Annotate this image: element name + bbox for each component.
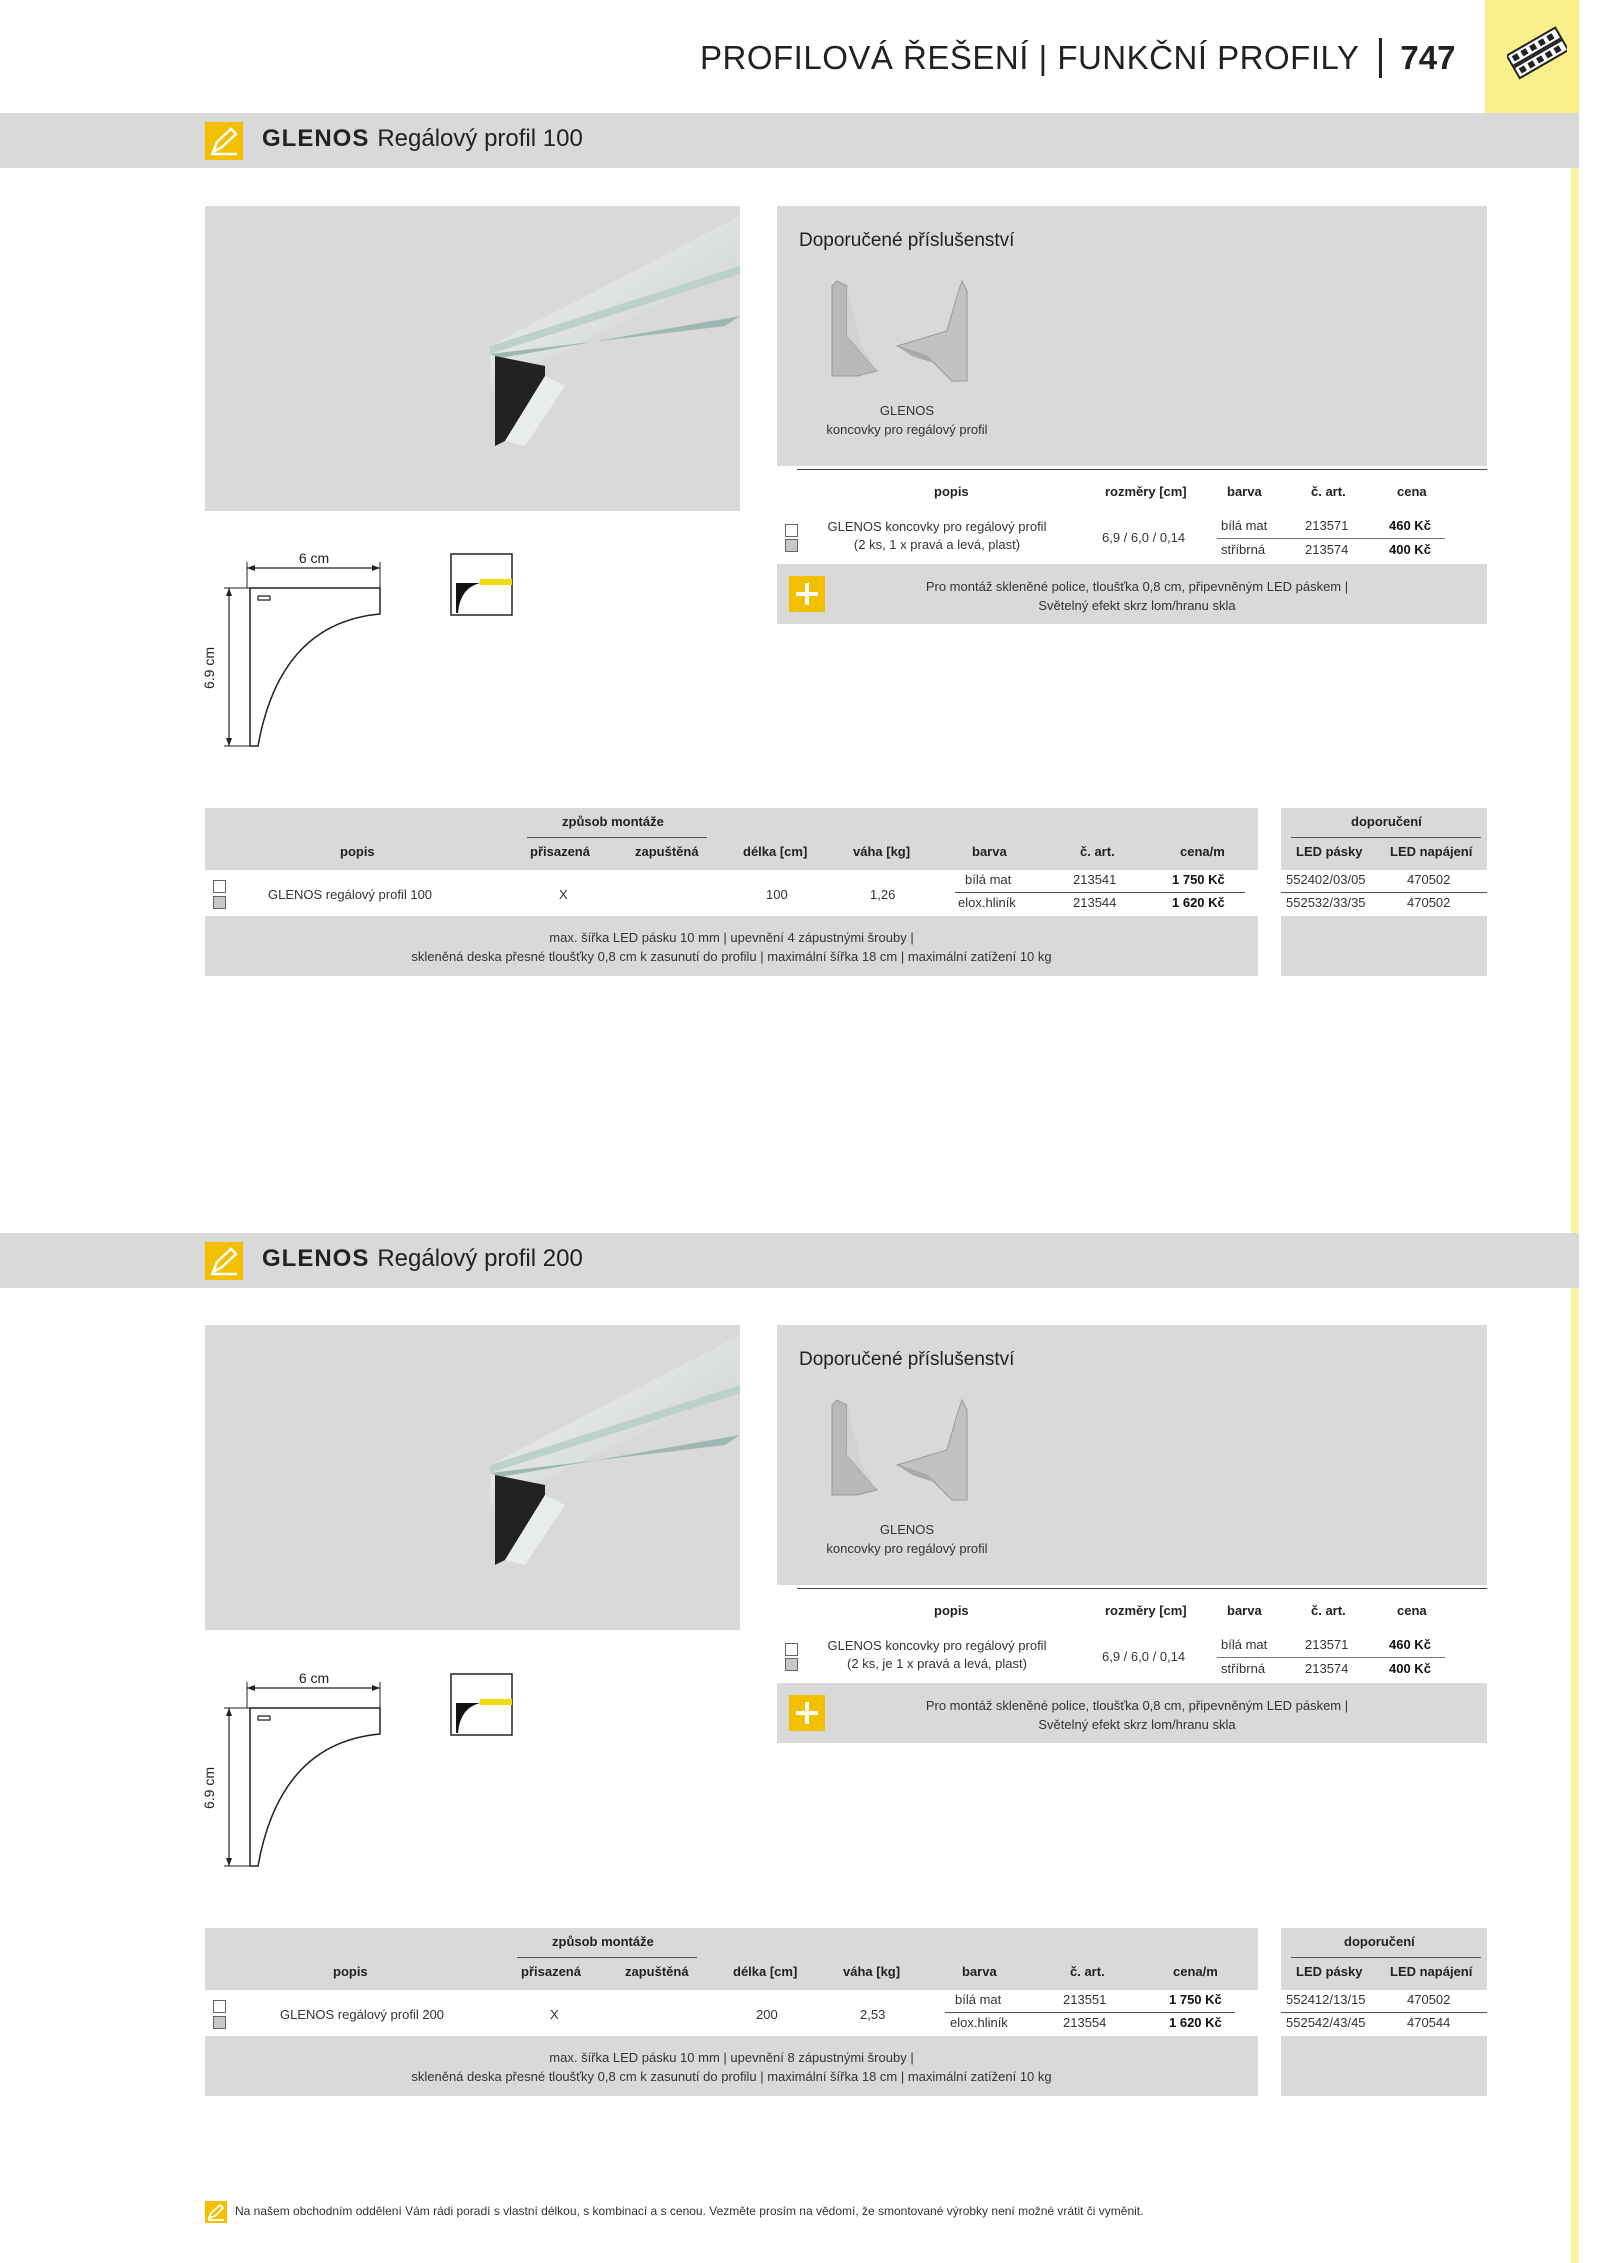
header-vaha: váha [kg]: [843, 1964, 901, 1979]
row-divider: [945, 2012, 1235, 2013]
select-checkbox-elox[interactable]: [213, 896, 226, 909]
mounting-group-header: způsob montáže: [552, 1934, 654, 1949]
page-title: PROFILOVÁ ŘEŠENÍ | FUNKČNÍ PROFILY: [700, 39, 1360, 76]
row-cart: 213574: [1305, 1661, 1349, 1676]
table-body: [205, 1990, 1258, 2036]
recommended-header: [1281, 1928, 1487, 1990]
recommended-footer: [1281, 916, 1487, 976]
product-photo: [205, 1325, 740, 1630]
row-barva: bílá mat: [955, 1992, 1002, 2007]
note-line: max. šířka LED pásku 10 mm | upevnění 8 zápustnými šrouby |: [549, 2050, 914, 2065]
caption-text: koncovky pro regálový profil: [826, 422, 988, 437]
group-rule: [1291, 1957, 1481, 1958]
side-color-strip: [1571, 0, 1579, 2263]
end-cap-image: [817, 276, 1007, 386]
header-barva: barva: [1227, 484, 1262, 499]
led-strip-icon: [1507, 22, 1567, 82]
table-note: [205, 2048, 1258, 2086]
header-cart: č. art.: [1080, 844, 1115, 859]
note-line: Pro montáž skleněné police, tloušťka 0,8 cm, připevněným LED páskem |: [925, 1698, 1349, 1713]
height-dimension-label: 6.9 cm: [201, 1766, 217, 1810]
row-divider: [1281, 2012, 1487, 2013]
row-cena: 400 Kč: [1389, 542, 1431, 557]
pencil-icon: [205, 2201, 227, 2223]
light-effect-icon: [450, 1673, 513, 1736]
recommended-body: [1281, 1990, 1487, 2036]
note-text: [857, 1696, 1417, 1734]
accessory-dimensions: 6,9 / 6,0 / 0,14: [1102, 1649, 1186, 1664]
accessory-description-2: (2 ks, 1 x pravá a levá, plast): [853, 537, 1021, 552]
note-line: Světelný efekt skrz lom/hranu skla: [1038, 1717, 1236, 1732]
profile-cross-section-drawing: [200, 1668, 400, 1868]
accessories-title: Doporučené příslušenství: [799, 230, 1015, 251]
caption-brand: GLENOS: [879, 403, 935, 418]
page-header: [700, 38, 1455, 78]
header-cart: č. art.: [1311, 484, 1346, 499]
header-cena: cena: [1397, 484, 1427, 499]
select-checkbox-white[interactable]: [213, 2000, 226, 2013]
table-rule: [797, 1588, 1487, 1589]
row-divider: [1281, 892, 1487, 893]
header-popis: popis: [934, 484, 969, 499]
row-divider: [1217, 538, 1445, 539]
header-popis: popis: [934, 1603, 969, 1618]
plus-icon: [789, 576, 825, 612]
table-footer: [205, 2036, 1258, 2096]
accessories-table: [777, 466, 1487, 564]
accessory-dimensions: 6,9 / 6,0 / 0,14: [1102, 530, 1186, 545]
section-title: [262, 1245, 583, 1273]
row-barva: stříbrná: [1221, 542, 1266, 557]
select-checkbox-elox[interactable]: [213, 2016, 226, 2029]
recommended-footer: [1281, 2036, 1487, 2096]
row-cart: 213571: [1305, 518, 1349, 533]
header-barva: barva: [972, 844, 1007, 859]
header-zapustena: zapuštěná: [635, 844, 699, 859]
row-cart: 213544: [1073, 895, 1117, 910]
select-checkbox-silver[interactable]: [785, 1658, 798, 1671]
header-prisazena: přisazená: [530, 844, 590, 859]
recommended-title: doporučení: [1351, 814, 1422, 829]
accessory-caption: [797, 1520, 1017, 1558]
weight-value: 2,53: [860, 2007, 886, 2022]
row-barva: elox.hliník: [950, 2015, 1008, 2030]
section-bar-profile-100: [0, 113, 1579, 168]
led-strip-code: 552532/33/35: [1286, 895, 1366, 910]
select-checkbox-white[interactable]: [785, 1643, 798, 1656]
header-prisazena: přisazená: [521, 1964, 581, 1979]
row-cart: 213574: [1305, 542, 1349, 557]
width-dimension-label: 6 cm: [298, 550, 330, 566]
product-name: Regálový profil 100: [377, 125, 583, 152]
weight-value: 1,26: [870, 887, 896, 902]
row-barva: stříbrná: [1221, 1661, 1266, 1676]
header-led-psu: LED napájení: [1390, 1964, 1473, 1979]
brand-name: GLENOS: [262, 1245, 370, 1272]
row-cena: 460 Kč: [1389, 1637, 1431, 1652]
row-barva: bílá mat: [965, 872, 1012, 887]
length-value: 100: [766, 887, 788, 902]
note-text: [857, 577, 1417, 615]
table-note: [205, 928, 1258, 966]
page-number: 747: [1400, 39, 1456, 76]
pencil-icon: [205, 122, 243, 160]
end-cap-image: [817, 1395, 1007, 1505]
recommended-body: [1281, 870, 1487, 916]
header-led-psu: LED napájení: [1390, 844, 1473, 859]
product-photo: [205, 206, 740, 511]
led-psu-code: 470502: [1407, 1992, 1451, 2007]
row-cena: 1 750 Kč: [1172, 872, 1225, 887]
row-cart: 213571: [1305, 1637, 1349, 1652]
product-table: [205, 808, 1258, 976]
led-psu-code: 470502: [1407, 872, 1451, 887]
select-checkbox-white[interactable]: [213, 880, 226, 893]
table-header: [205, 1928, 1258, 1990]
profile-cross-section-drawing: [200, 548, 400, 748]
accessory-description: GLENOS koncovky pro regálový profil: [827, 519, 1047, 534]
header-led-strips: LED pásky: [1296, 844, 1363, 859]
table-rule: [797, 469, 1487, 470]
row-divider: [955, 892, 1245, 893]
product-description: GLENOS regálový profil 200: [280, 2007, 445, 2022]
recommended-title: doporučení: [1344, 1934, 1415, 1949]
note-line: Světelný efekt skrz lom/hranu skla: [1038, 598, 1236, 613]
accessories-table: [777, 1585, 1487, 1683]
footer-note-text: Na našem obchodním oddělení Vám rádi poradí s vlastní délkou, s kombinací a s cenou. Vezměte prosím na vědomí, že smontované výrobky není možné vrátit či vyměnit.: [235, 2204, 1144, 2218]
note-line: skleněná deska přesné tloušťky 0,8 cm k zasunutí do profilu | maximální šířka 18 cm | maximální zatížení 10 kg: [411, 2069, 1052, 2084]
led-strip-code: 552542/43/45: [1286, 2015, 1366, 2030]
row-barva: elox.hliník: [958, 895, 1016, 910]
select-checkbox-white[interactable]: [785, 524, 798, 537]
accessories-title: Doporučené příslušenství: [799, 1349, 1015, 1370]
row-cart: 213551: [1063, 1992, 1107, 2007]
note-line: Pro montáž skleněné police, tloušťka 0,8 cm, připevněným LED páskem |: [925, 579, 1349, 594]
mount-surface: X: [559, 887, 568, 902]
group-rule: [527, 837, 707, 838]
header-cena: cena/m: [1180, 844, 1225, 859]
brand-name: GLENOS: [262, 125, 370, 152]
header-divider: [1379, 38, 1382, 78]
length-value: 200: [756, 2007, 778, 2022]
plus-icon: [789, 1695, 825, 1731]
group-rule: [1291, 837, 1481, 838]
row-cena: 1 620 Kč: [1169, 2015, 1222, 2030]
led-psu-code: 470544: [1407, 2015, 1451, 2030]
accessories-panel: [777, 206, 1487, 624]
row-divider: [1217, 1657, 1445, 1658]
light-effect-icon: [450, 553, 513, 616]
category-tab: [1485, 0, 1579, 113]
product-table: [205, 1928, 1258, 2096]
row-cart: 213541: [1073, 872, 1117, 887]
row-cena: 460 Kč: [1389, 518, 1431, 533]
header-cena: cena: [1397, 1603, 1427, 1618]
header-vaha: váha [kg]: [853, 844, 911, 859]
mounting-group-header: způsob montáže: [562, 814, 664, 829]
table-body: [205, 870, 1258, 916]
led-strip-code: 552412/13/15: [1286, 1992, 1366, 2007]
header-cart: č. art.: [1311, 1603, 1346, 1618]
caption-brand: GLENOS: [879, 1522, 935, 1537]
select-checkbox-silver[interactable]: [785, 539, 798, 552]
accessory-caption: [797, 401, 1017, 439]
led-strip-code: 552402/03/05: [1286, 872, 1366, 887]
accessory-note: [777, 564, 1487, 624]
note-line: skleněná deska přesné tloušťky 0,8 cm k zasunutí do profilu | maximální šířka 18 cm | maximální zatížení 10 kg: [411, 949, 1052, 964]
header-cart: č. art.: [1070, 1964, 1105, 1979]
header-rozmery: rozměry [cm]: [1105, 484, 1187, 499]
row-barva: bílá mat: [1221, 518, 1268, 533]
row-cart: 213554: [1063, 2015, 1107, 2030]
group-rule: [517, 1957, 697, 1958]
header-barva: barva: [1227, 1603, 1262, 1618]
header-barva: barva: [962, 1964, 997, 1979]
section-title: [262, 125, 583, 153]
header-popis: popis: [333, 1964, 368, 1979]
header-delka: délka [cm]: [743, 844, 808, 859]
header-led-strips: LED pásky: [1296, 1964, 1363, 1979]
section-bar-profile-200: [0, 1233, 1579, 1288]
pencil-icon: [205, 1242, 243, 1280]
led-psu-code: 470502: [1407, 895, 1451, 910]
accessories-panel: [777, 1325, 1487, 1743]
product-description: GLENOS regálový profil 100: [268, 887, 433, 902]
row-cena: 1 620 Kč: [1172, 895, 1225, 910]
mount-surface: X: [550, 2007, 559, 2022]
accessory-note: [777, 1683, 1487, 1743]
table-footer: [205, 916, 1258, 976]
accessory-description: GLENOS koncovky pro regálový profil: [827, 1638, 1047, 1653]
table-header: [205, 808, 1258, 870]
width-dimension-label: 6 cm: [298, 1670, 330, 1686]
row-cena: 400 Kč: [1389, 1661, 1431, 1676]
header-popis: popis: [340, 844, 375, 859]
recommended-table: [1281, 1928, 1487, 2096]
note-line: max. šířka LED pásku 10 mm | upevnění 4 zápustnými šrouby |: [549, 930, 914, 945]
recommended-table: [1281, 808, 1487, 976]
header-zapustena: zapuštěná: [625, 1964, 689, 1979]
accessory-description-2: (2 ks, je 1 x pravá a levá, plast): [847, 1656, 1027, 1671]
header-rozmery: rozměry [cm]: [1105, 1603, 1187, 1618]
header-cena: cena/m: [1173, 1964, 1218, 1979]
caption-text: koncovky pro regálový profil: [826, 1541, 988, 1556]
row-cena: 1 750 Kč: [1169, 1992, 1222, 2007]
recommended-header: [1281, 808, 1487, 870]
product-name: Regálový profil 200: [377, 1245, 583, 1272]
height-dimension-label: 6.9 cm: [201, 646, 217, 690]
row-barva: bílá mat: [1221, 1637, 1268, 1652]
header-delka: délka [cm]: [733, 1964, 798, 1979]
